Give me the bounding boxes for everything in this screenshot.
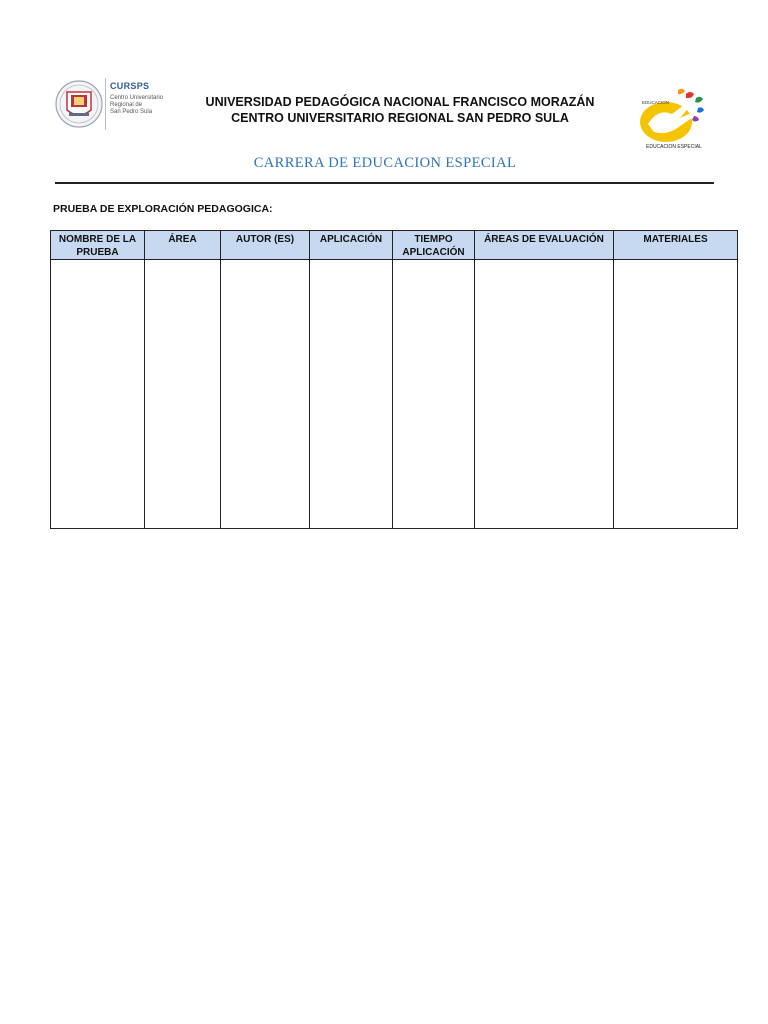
cursps-acronym: CURSPS <box>110 81 150 91</box>
header-divider <box>55 182 714 184</box>
cursps-line-2: Regional de <box>110 102 143 108</box>
test-table <box>50 230 738 529</box>
svg-text:EDUCACION: EDUCACION <box>642 100 670 105</box>
header-aplicacion <box>310 231 393 260</box>
header-materiales-label: MATERIALES <box>643 234 708 245</box>
logo-divider <box>105 78 106 130</box>
cell-tiempo[interactable] <box>393 260 475 529</box>
cell-materiales[interactable] <box>614 260 738 529</box>
header-tiempo-line-2: APLICACIÓN <box>402 247 465 258</box>
hands-logo-text: EDUCACION ESPECIAL <box>646 144 702 150</box>
header-areas-eval-label: ÁREAS DE EVALUACIÓN <box>484 234 604 245</box>
institution-title: UNIVERSIDAD PEDAGÓGICA NACIONAL FRANCISCO MORAZÁN <box>205 95 595 109</box>
university-seal-icon <box>55 76 103 132</box>
header-tiempo-line-1: TIEMPO <box>414 234 453 245</box>
header-aplicacion-label: APLICACIÓN <box>319 234 383 245</box>
section-label: PRUEBA DE EXPLORACIÓN PEDAGOGICA: <box>53 203 273 215</box>
header-area-label: ÁREA <box>168 234 197 245</box>
header-materiales <box>614 231 738 260</box>
hands-logo-icon <box>638 84 714 154</box>
header-areas-de-evaluacion <box>475 231 614 260</box>
cell-autor[interactable] <box>221 260 310 529</box>
cursps-line-1: Centro Universitario <box>110 95 164 101</box>
campus-title: CENTRO UNIVERSITARIO REGIONAL SAN PEDRO SULA <box>231 111 569 125</box>
header-nombre-de-la-prueba <box>51 231 145 260</box>
cursps-line-3: San Pedro Sula <box>110 109 153 115</box>
cell-aplicacion[interactable] <box>310 260 393 529</box>
header-tiempo-aplicacion <box>393 231 475 260</box>
header-nombre-line-1: NOMBRE DE LA <box>58 234 137 245</box>
header-area <box>145 231 221 260</box>
program-title: CARRERA DE EDUCACION ESPECIAL <box>253 155 517 171</box>
table-row <box>51 260 738 529</box>
header-autor-label: AUTOR (ES) <box>235 234 295 245</box>
cell-areas-evaluacion[interactable] <box>475 260 614 529</box>
cursps-logo <box>55 76 175 132</box>
header-autor <box>221 231 310 260</box>
cell-nombre[interactable] <box>51 260 145 529</box>
cell-area[interactable] <box>145 260 221 529</box>
table-header-row <box>51 231 738 260</box>
header-nombre-line-2: PRUEBA <box>76 247 119 258</box>
